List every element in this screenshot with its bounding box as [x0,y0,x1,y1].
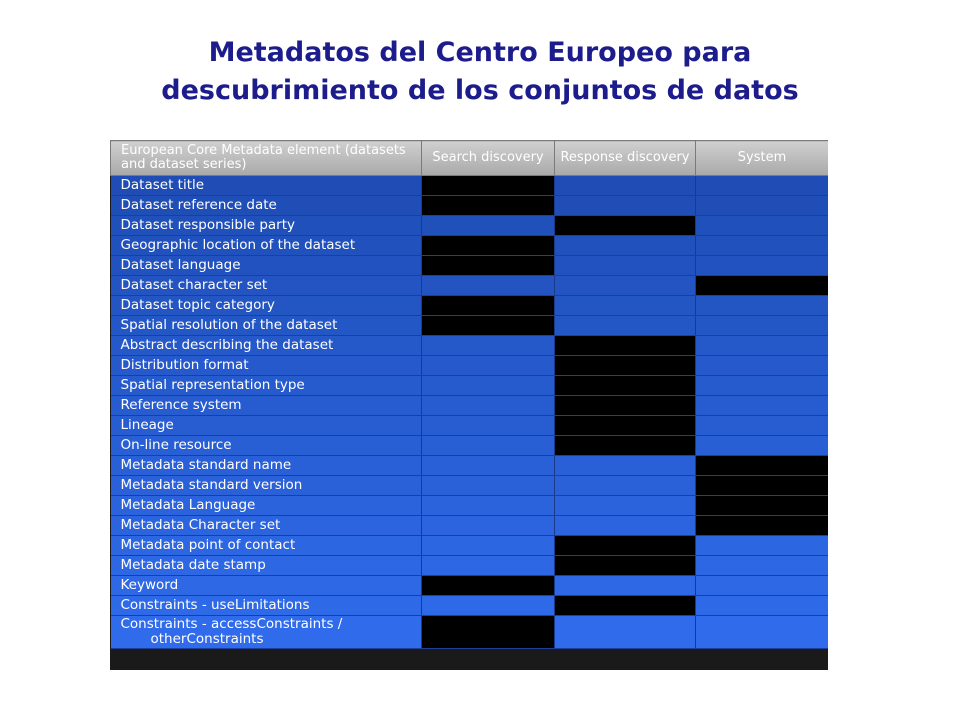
search-discovery-cell-marked [422,316,555,336]
row-label-text: Abstract describing the dataset [120,337,334,353]
row-label-text: On-line resource [120,437,232,453]
row-label-text: Geographic location of the dataset [120,237,356,253]
search-discovery-cell-marked [422,196,555,216]
response-discovery-cell [555,276,696,296]
table-row [111,236,829,256]
search-discovery-cell-marked [422,296,555,316]
response-discovery-cell [555,296,696,316]
response-discovery-cell-marked [555,596,696,616]
row-label-text: Metadata point of contact [120,537,296,553]
row-label [111,256,422,276]
table-row [111,536,829,556]
table-row [111,176,829,196]
response-discovery-cell [555,516,696,536]
row-label-text: Metadata standard version [120,477,303,493]
search-discovery-cell [422,356,555,376]
table-header-row [111,141,829,176]
table-row [111,516,829,536]
row-label-text: Metadata date stamp [120,557,266,573]
table-row [111,296,829,316]
system-cell [696,336,829,356]
table-row [111,376,829,396]
response-discovery-cell [555,256,696,276]
table-row [111,316,829,336]
row-label-text: Spatial resolution of the dataset [120,317,338,333]
table-row [111,596,829,616]
table-row [111,216,829,236]
row-label [111,436,422,456]
row-label [111,296,422,316]
table-row [111,276,829,296]
row-label [111,236,422,256]
row-label [111,216,422,236]
row-label-text: Distribution format [120,357,249,373]
response-discovery-cell-marked [555,336,696,356]
row-label-text: Dataset language [120,257,241,273]
system-cell-marked [696,456,829,476]
response-discovery-cell-marked [555,536,696,556]
search-discovery-cell-marked [422,256,555,276]
row-label [111,456,422,476]
table-row [111,416,829,436]
system-cell [696,376,829,396]
search-discovery-cell [422,376,555,396]
metadata-table [110,140,828,649]
search-discovery-cell-marked [422,236,555,256]
system-cell [696,616,829,649]
search-discovery-cell [422,456,555,476]
system-cell-marked [696,476,829,496]
row-label-text: Constraints - accessConstraints / [120,616,343,632]
system-cell [696,236,829,256]
search-discovery-cell [422,496,555,516]
row-label-text: Metadata standard name [120,457,292,473]
slide-title-line-1: Metadatos del Centro Europeo para [208,37,752,68]
response-discovery-cell [555,236,696,256]
row-label-text: Spatial representation type [120,377,305,393]
system-cell-marked [696,496,829,516]
response-discovery-cell [555,616,696,649]
row-label [111,176,422,196]
row-label [111,396,422,416]
system-cell [696,356,829,376]
system-cell-marked [696,276,829,296]
row-label [111,516,422,536]
system-cell [696,216,829,236]
row-label-text-continued: otherConstraints [150,631,264,647]
row-label [111,496,422,516]
table-row [111,396,829,416]
table-row [111,576,829,596]
search-discovery-cell [422,336,555,356]
system-cell [696,196,829,216]
table-row [111,436,829,456]
system-cell [696,596,829,616]
metadata-table-container [110,140,828,670]
row-label [111,416,422,436]
row-label [111,376,422,396]
system-cell [696,536,829,556]
search-discovery-cell [422,596,555,616]
table-body [111,176,829,649]
table-row [111,196,829,216]
system-cell [696,316,829,336]
search-discovery-cell [422,536,555,556]
system-cell [696,436,829,456]
search-discovery-cell [422,216,555,236]
row-label [111,476,422,496]
search-discovery-cell [422,416,555,436]
row-label [111,536,422,556]
search-discovery-cell [422,436,555,456]
row-label [111,316,422,336]
row-label-text: Metadata Language [120,497,256,513]
table-row [111,496,829,516]
response-discovery-cell [555,456,696,476]
response-discovery-cell [555,176,696,196]
slide-title-line-2: descubrimiento de los conjuntos de datos [161,75,799,106]
row-label [111,616,422,649]
table-row [111,456,829,476]
system-cell [696,176,829,196]
row-label-text: Dataset responsible party [120,217,296,233]
search-discovery-cell [422,396,555,416]
table-row [111,356,829,376]
row-label [111,356,422,376]
search-discovery-cell [422,276,555,296]
row-label-text: Dataset topic category [120,297,275,313]
system-cell [696,576,829,596]
response-discovery-cell-marked [555,216,696,236]
table-row [111,256,829,276]
response-discovery-cell [555,196,696,216]
system-cell [696,256,829,276]
system-cell [696,416,829,436]
header-system: System [696,141,829,176]
row-label-text: Dataset reference date [120,197,277,213]
search-discovery-cell-marked [422,616,555,649]
row-label-text: Dataset title [120,177,205,193]
table-row [111,476,829,496]
row-label-text: Dataset character set [120,277,268,293]
system-cell [696,556,829,576]
search-discovery-cell-marked [422,576,555,596]
system-cell [696,396,829,416]
row-label [111,336,422,356]
response-discovery-cell-marked [555,436,696,456]
response-discovery-cell [555,476,696,496]
search-discovery-cell [422,516,555,536]
response-discovery-cell-marked [555,416,696,436]
row-label [111,576,422,596]
row-label-text: Metadata Character set [120,517,281,533]
row-label [111,196,422,216]
header-response-discovery: Response discovery [555,141,696,176]
system-cell-marked [696,516,829,536]
response-discovery-cell-marked [555,396,696,416]
system-cell [696,296,829,316]
response-discovery-cell-marked [555,356,696,376]
response-discovery-cell-marked [555,376,696,396]
row-label [111,596,422,616]
row-label-text: Reference system [120,397,242,413]
table-row [111,616,829,649]
search-discovery-cell [422,556,555,576]
header-search-discovery: Search discovery [422,141,555,176]
row-label-text: Keyword [120,577,179,593]
search-discovery-cell [422,476,555,496]
header-element: European Core Metadata element (datasets and dataset series) [111,141,422,176]
slide-title [0,34,960,110]
response-discovery-cell [555,496,696,516]
search-discovery-cell-marked [422,176,555,196]
row-label [111,276,422,296]
table-row [111,336,829,356]
row-label [111,556,422,576]
response-discovery-cell [555,316,696,336]
response-discovery-cell [555,576,696,596]
response-discovery-cell-marked [555,556,696,576]
row-label-text: Lineage [120,417,174,433]
table-row [111,556,829,576]
row-label-text: Constraints - useLimitations [120,597,310,613]
